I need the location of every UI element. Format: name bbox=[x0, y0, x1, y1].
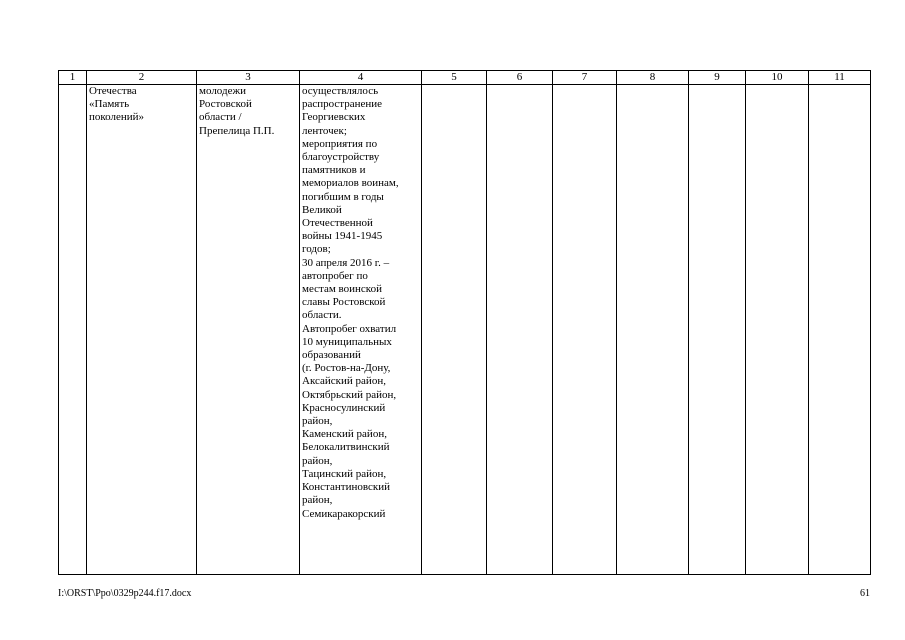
footer-file-path: I:\ORST\Ppo\0329p244.f17.docx bbox=[58, 588, 192, 599]
table-cell-col2: Отечества «Память поколений» bbox=[87, 85, 197, 575]
table-cell-col7 bbox=[553, 85, 617, 575]
column-header-8: 8 bbox=[617, 71, 689, 85]
table-header-row bbox=[59, 71, 871, 85]
table-cell-col1 bbox=[59, 85, 87, 575]
column-header-5: 5 bbox=[422, 71, 487, 85]
table-row bbox=[59, 85, 871, 575]
table-cell-col11 bbox=[809, 85, 871, 575]
column-header-9: 9 bbox=[689, 71, 746, 85]
document-table bbox=[58, 70, 871, 575]
column-header-2: 2 bbox=[87, 71, 197, 85]
column-header-6: 6 bbox=[487, 71, 553, 85]
column-header-1: 1 bbox=[59, 71, 87, 85]
table-cell-col5 bbox=[422, 85, 487, 575]
table-cell-col6 bbox=[487, 85, 553, 575]
table-cell-col4: осуществлялось распространение Георгиевских ленточек; мероприятия по благоустройству памятников и мемориалов воинам, погибшим в годы Великой Отечественной войны 1941-1945 годов; 30 апреля 2016 г. – автопробег по местам воинской славы Ростовской области. Автопробег охватил 10 муниципальных образований (г. Ростов-на-Дону, Аксайский район, Октябрьский район, Красносулинский район, Каменский район, Белокалитвинский район, Тацинский район, Константиновский район, Семикаракорский bbox=[300, 85, 422, 575]
column-header-3: 3 bbox=[197, 71, 300, 85]
column-header-11: 11 bbox=[809, 71, 871, 85]
column-header-4: 4 bbox=[300, 71, 422, 85]
column-header-7: 7 bbox=[553, 71, 617, 85]
table-cell-col9 bbox=[689, 85, 746, 575]
page-number: 61 bbox=[860, 588, 870, 599]
column-header-10: 10 bbox=[746, 71, 809, 85]
table-cell-col10 bbox=[746, 85, 809, 575]
table-cell-col3: молодежи Ростовской области / Препелица П.П. bbox=[197, 85, 300, 575]
table-cell-col8 bbox=[617, 85, 689, 575]
